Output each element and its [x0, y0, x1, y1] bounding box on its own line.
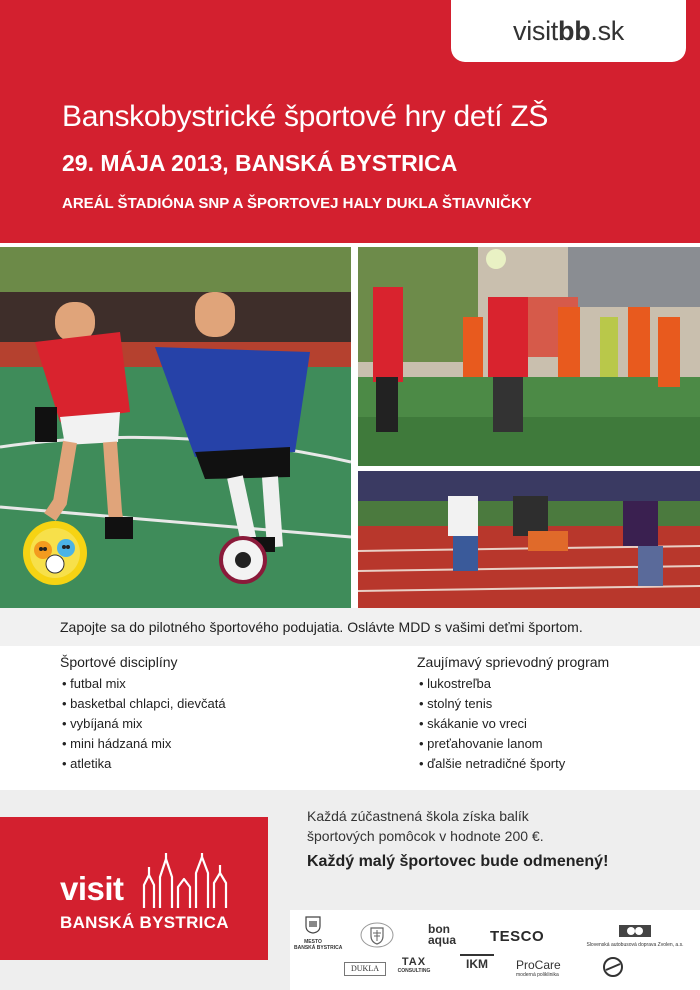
reward-line-2: športových pomôcok v hodnote 200 €.: [307, 828, 544, 844]
round-sponsor-icon: [602, 956, 624, 978]
list-item: • basketbal chlapci, dievčatá: [60, 694, 226, 714]
visit-city: BANSKÁ BYSTRICA: [60, 913, 229, 932]
slovak-emblem-icon: [360, 922, 394, 948]
list-item: • futbal mix: [60, 674, 226, 694]
visitbb-link[interactable]: [451, 0, 686, 62]
reward-line-3: Každý malý športovec bude odmenený!: [307, 853, 609, 870]
brand-bold: bb: [558, 15, 591, 46]
list-item: • lukostreľba: [417, 674, 609, 694]
brand-prefix: visit: [513, 15, 558, 46]
volleyball-photo: [358, 247, 700, 466]
tesco-logo: TESCO: [490, 928, 545, 945]
procare-sub: moderná poliklinika: [516, 972, 559, 978]
tagline-text: Zapojte sa do pilotného športového podujatia. Oslávte MDD s vašimi deťmi športom.: [60, 619, 583, 635]
bonaqua-bottom: aqua: [428, 933, 457, 947]
program-heading: Zaujímavý sprievodný program: [417, 654, 610, 670]
sad-text: Slovenská autobusová doprava Zvolen, a.s.: [586, 942, 684, 948]
disciplines-list: [60, 654, 226, 774]
ikm-logo: [460, 954, 494, 971]
sad-logo: [570, 924, 700, 948]
list-item: • stolný tenis: [417, 694, 609, 714]
tax-consulting-logo: [396, 956, 432, 974]
list-item: • preťahovanie lanom: [417, 734, 609, 754]
city-skyline-icon: [140, 853, 228, 908]
program-list: [417, 654, 609, 774]
games-mascot-logo: [22, 520, 88, 586]
event-venue: AREÁL ŠTADIÓNA SNP A ŠPORTOVEJ HALY DUKLA ŠTIAVNIČKY: [62, 195, 532, 212]
procare-logo: [516, 958, 561, 978]
disciplines-heading: Športové disciplíny: [60, 654, 178, 670]
mesto-logo: [294, 916, 343, 951]
bonaqua-logo: [428, 924, 456, 946]
list-item: • vybíjaná mix: [60, 714, 226, 734]
brand-suffix: .sk: [590, 15, 624, 46]
tax-word: TAX: [401, 956, 427, 968]
event-title: Banskobystrické športové hry detí ZŠ: [62, 100, 549, 133]
event-date: 29. MÁJA 2013, BANSKÁ BYSTRICA: [62, 150, 458, 176]
sad-icon: [619, 925, 651, 937]
reward-line-1: Každá zúčastnená škola získa balík: [307, 808, 529, 824]
bonaqua-top: bon: [428, 922, 450, 936]
visit-word: visit: [60, 870, 124, 907]
sponsors-strip: [290, 910, 700, 990]
mesto-line-1: MESTO: [304, 939, 322, 945]
list-item: • ďalšie netradičné športy: [417, 754, 609, 774]
procare-word: ProCare: [516, 958, 561, 972]
track-photo: [358, 471, 700, 608]
list-item: • atletika: [60, 754, 226, 774]
mesto-line-2: BANSKÁ BYSTRICA: [294, 945, 343, 951]
list-item: • skákanie vo vreci: [417, 714, 609, 734]
ikm-word: IKM: [460, 954, 494, 971]
consulting-word: CONSULTING: [397, 968, 431, 974]
coat-of-arms-icon: [305, 916, 321, 934]
dukla-logo: DUKLA: [344, 962, 386, 976]
list-item: • mini hádzaná mix: [60, 734, 226, 754]
